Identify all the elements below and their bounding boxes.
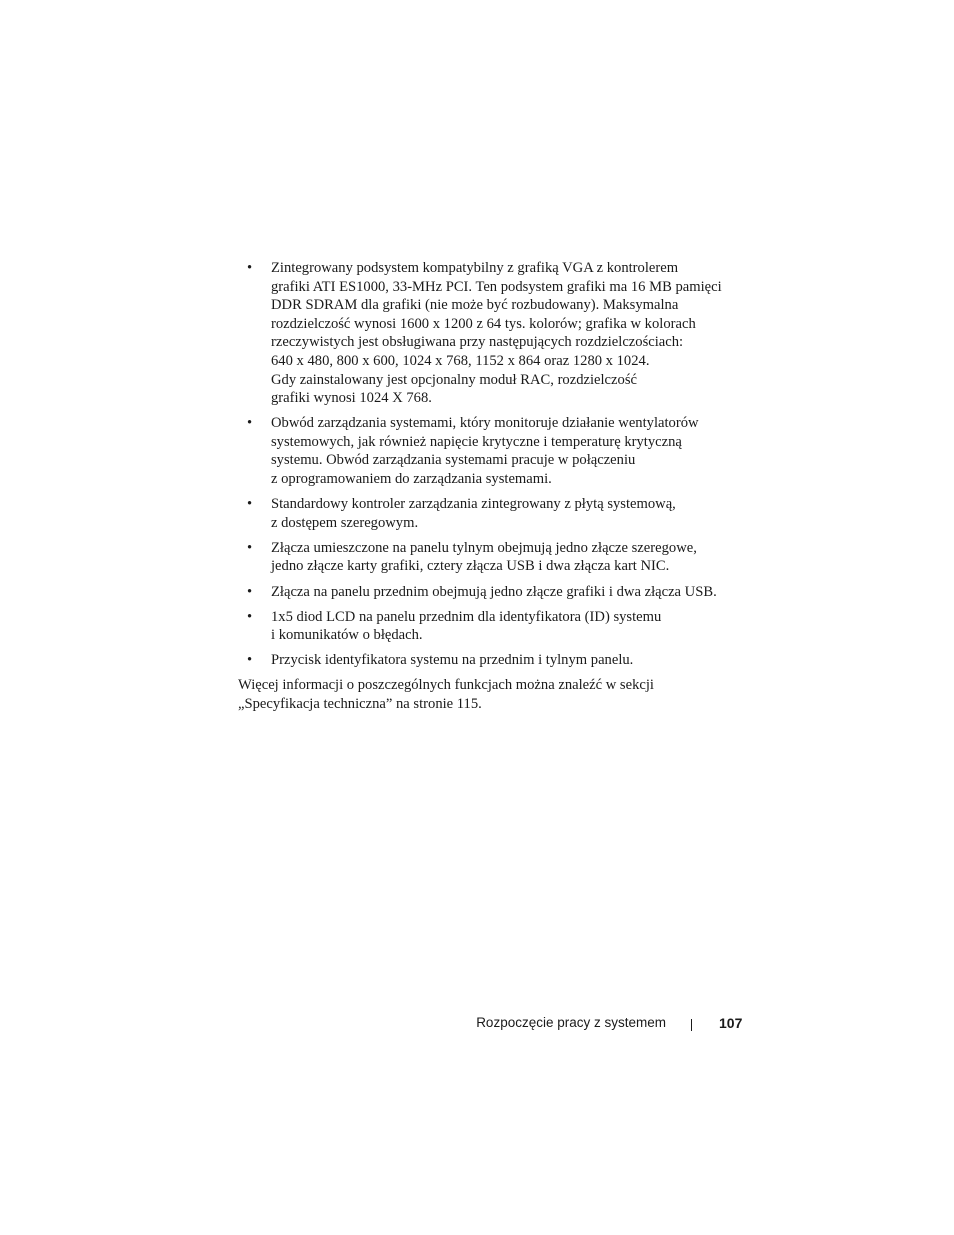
main-content [238,259,758,714]
page-number: 107 [719,1015,743,1031]
closing-paragraph-line: Więcej informacji o poszczególnych funkcjach można znaleźć w sekcji [238,677,654,694]
list-item [238,608,758,645]
bullet-marker: • [247,583,253,600]
list-item-line: systemowych, jak również napięcie krytyczne i temperaturę krytyczną [271,433,682,450]
footer-separator [691,1019,692,1031]
list-item-line: Przycisk identyfikatora systemu na przednim i tylnym panelu. [271,652,634,669]
list-item-line: Złącza na panelu przednim obejmują jedno złącze grafiki i dwa złącza USB. [271,583,717,600]
list-item-line: rozdzielczość wynosi 1600 x 1200 z 64 tys. kolorów; grafika w kolorach [271,315,696,332]
list-item-line: Zintegrowany podsystem kompatybilny z grafiką VGA z kontrolerem [271,260,679,276]
list-item-line: grafiki wynosi 1024 X 768. [271,390,432,407]
list-item-line: Obwód zarządzania systemami, który monitoruje działanie wentylatorów [271,415,699,432]
list-item-line: z oprogramowaniem do zarządzania systemami. [271,471,552,488]
list-item-line: jedno złącze karty grafiki, cztery złącza USB i dwa złącza kart NIC. [271,558,670,575]
bullet-marker: • [247,608,253,625]
list-item [238,651,758,670]
bullet-marker: • [247,415,253,432]
feature-list [238,259,758,670]
bullet-marker: • [247,652,253,669]
list-item-line: Gdy zainstalowany jest opcjonalny moduł RAC, rozdzielczość [271,371,637,388]
list-item-line: grafiki ATI ES1000, 33-MHz PCI. Ten podsystem grafiki ma 16 MB pamięci [271,278,722,295]
list-item [238,539,758,576]
list-item-line: 640 x 480, 800 x 600, 1024 x 768, 1152 x 864 oraz 1280 x 1024. [271,352,650,369]
closing-paragraph-line: „Specyfikacja techniczna” na stronie 115. [238,695,482,712]
list-item-line: DDR SDRAM dla grafiki (nie może być rozbudowany). Maksymalna [271,297,679,314]
page-footer [0,1015,954,1035]
closing-paragraph [238,676,758,713]
list-item-line: i komunikatów o błędach. [271,627,423,644]
list-item [238,583,758,602]
list-item [238,414,758,488]
list-item-line: systemu. Obwód zarządzania systemami pracuje w połączeniu [271,452,636,469]
list-item-line: z dostępem szeregowym. [271,514,419,531]
bullet-marker: • [247,260,253,276]
list-item-line: Złącza umieszczone na panelu tylnym obejmują jedno złącze szeregowe, [271,539,697,556]
list-item [238,495,758,532]
list-item [238,259,758,408]
list-item-line: Standardowy kontroler zarządzania zintegrowany z płytą systemową, [271,496,676,513]
bullet-marker: • [247,496,253,513]
list-item-line: rzeczywistych jest obsługiwana przy następujących rozdzielczościach: [271,334,684,351]
footer-section-title: Rozpoczęcie pracy z systemem [476,1015,666,1030]
bullet-marker: • [247,539,253,556]
list-item-line: 1x5 diod LCD na panelu przednim dla identyfikatora (ID) systemu [271,608,662,625]
